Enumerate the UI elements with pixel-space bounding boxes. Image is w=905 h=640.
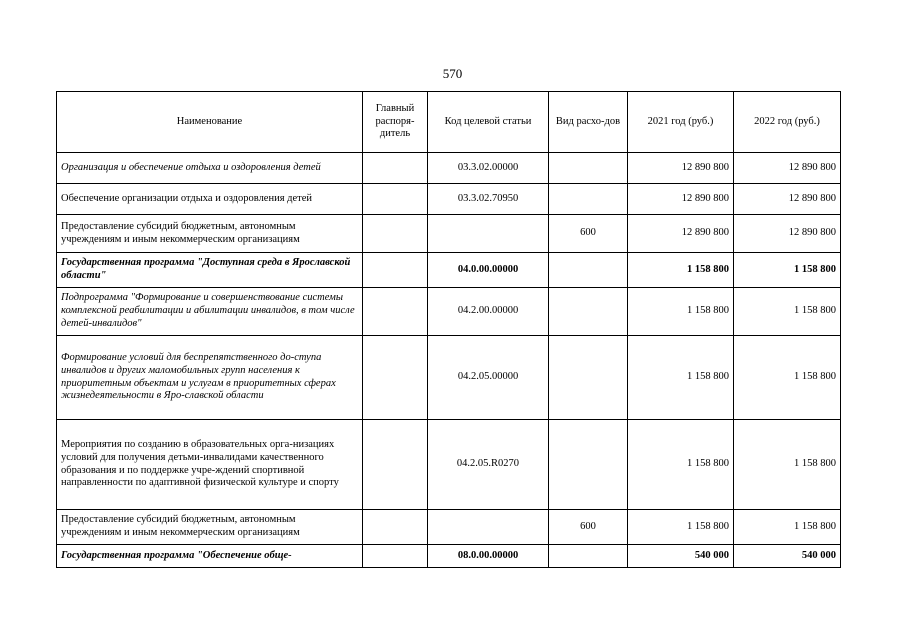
header-year-2022: 2022 год (руб.) <box>734 92 841 153</box>
row-manager-cell <box>363 420 428 510</box>
table-row <box>57 153 841 184</box>
row-2021-amount-cell: 12 890 800 <box>628 215 734 253</box>
row-expense-type-cell <box>549 184 628 215</box>
row-target-code-cell: 04.2.05.00000 <box>428 336 549 420</box>
row-manager-cell <box>363 510 428 545</box>
row-name-cell: Мероприятия по созданию в образовательных орга-низациях условий для получения детьми-инвалидами качественного образования и по поддержке учре-ждений спортивной направленности по адаптивной физической культуре и спорту <box>57 420 363 510</box>
row-2022-amount-cell: 12 890 800 <box>734 153 841 184</box>
table-row <box>57 510 841 545</box>
row-name-cell: Обеспечение организации отдыха и оздоровления детей <box>57 184 363 215</box>
row-expense-type-cell <box>549 288 628 336</box>
row-name-cell: Государственная программа "Обеспечение обще- <box>57 545 363 568</box>
row-2021-amount-cell: 12 890 800 <box>628 153 734 184</box>
header-expense-type: Вид расхо-дов <box>549 92 628 153</box>
header-target-code: Код целевой статьи <box>428 92 549 153</box>
table-body <box>57 153 841 568</box>
row-name-cell: Подпрограмма "Формирование и совершенствование системы комплексной реабилитации и абилитации инвалидов, в том числе детей-инвалидов" <box>57 288 363 336</box>
row-manager-cell <box>363 253 428 288</box>
row-name-cell: Государственная программа "Доступная среда в Ярославской области" <box>57 253 363 288</box>
row-2021-amount-cell: 12 890 800 <box>628 184 734 215</box>
table-row <box>57 420 841 510</box>
table-row <box>57 215 841 253</box>
row-name-cell: Организация и обеспечение отдыха и оздоровления детей <box>57 153 363 184</box>
row-manager-cell <box>363 545 428 568</box>
row-manager-cell <box>363 215 428 253</box>
row-manager-cell <box>363 336 428 420</box>
row-2022-amount-cell: 1 158 800 <box>734 336 841 420</box>
table-row <box>57 336 841 420</box>
row-manager-cell <box>363 153 428 184</box>
row-2022-amount-cell: 1 158 800 <box>734 253 841 288</box>
row-expense-type-cell <box>549 336 628 420</box>
row-2021-amount-cell: 1 158 800 <box>628 420 734 510</box>
row-2022-amount-cell: 1 158 800 <box>734 510 841 545</box>
budget-table <box>56 91 841 568</box>
row-2022-amount-cell: 12 890 800 <box>734 215 841 253</box>
row-target-code-cell <box>428 215 549 253</box>
row-name-cell: Предоставление субсидий бюджетным, автономным учреждениям и иным некоммерческим организациям <box>57 215 363 253</box>
row-target-code-cell: 04.0.00.00000 <box>428 253 549 288</box>
row-target-code-cell: 04.2.05.R0270 <box>428 420 549 510</box>
page-number: 570 <box>442 66 463 81</box>
row-expense-type-cell <box>549 545 628 568</box>
row-name-cell: Предоставление субсидий бюджетным, автономным учреждениям и иным некоммерческим организациям <box>57 510 363 545</box>
table-row <box>57 545 841 568</box>
header-name: Наименование <box>57 92 363 153</box>
row-target-code-cell: 04.2.00.00000 <box>428 288 549 336</box>
row-2022-amount-cell: 12 890 800 <box>734 184 841 215</box>
table-row <box>57 184 841 215</box>
row-target-code-cell: 08.0.00.00000 <box>428 545 549 568</box>
row-manager-cell <box>363 184 428 215</box>
header-manager: Главный распоря-дитель <box>363 92 428 153</box>
row-manager-cell <box>363 288 428 336</box>
header-year-2021: 2021 год (руб.) <box>628 92 734 153</box>
row-2022-amount-cell: 1 158 800 <box>734 288 841 336</box>
row-name-cell: Формирование условий для беспрепятственного до-ступа инвалидов и других маломобильных групп населения к приоритетным объектам и услугам в приоритетных сферах жизнедеятельности в Яро-славской области <box>57 336 363 420</box>
table-row <box>57 288 841 336</box>
row-2021-amount-cell: 1 158 800 <box>628 510 734 545</box>
row-2021-amount-cell: 1 158 800 <box>628 288 734 336</box>
row-2022-amount-cell: 1 158 800 <box>734 420 841 510</box>
row-target-code-cell: 03.3.02.70950 <box>428 184 549 215</box>
row-expense-type-cell: 600 <box>549 215 628 253</box>
row-expense-type-cell: 600 <box>549 510 628 545</box>
table-row <box>57 253 841 288</box>
table-header-row <box>57 92 841 153</box>
row-2021-amount-cell: 1 158 800 <box>628 336 734 420</box>
row-2022-amount-cell: 540 000 <box>734 545 841 568</box>
row-2021-amount-cell: 540 000 <box>628 545 734 568</box>
row-expense-type-cell <box>549 153 628 184</box>
row-expense-type-cell <box>549 420 628 510</box>
row-2021-amount-cell: 1 158 800 <box>628 253 734 288</box>
row-expense-type-cell <box>549 253 628 288</box>
row-target-code-cell <box>428 510 549 545</box>
row-target-code-cell: 03.3.02.00000 <box>428 153 549 184</box>
